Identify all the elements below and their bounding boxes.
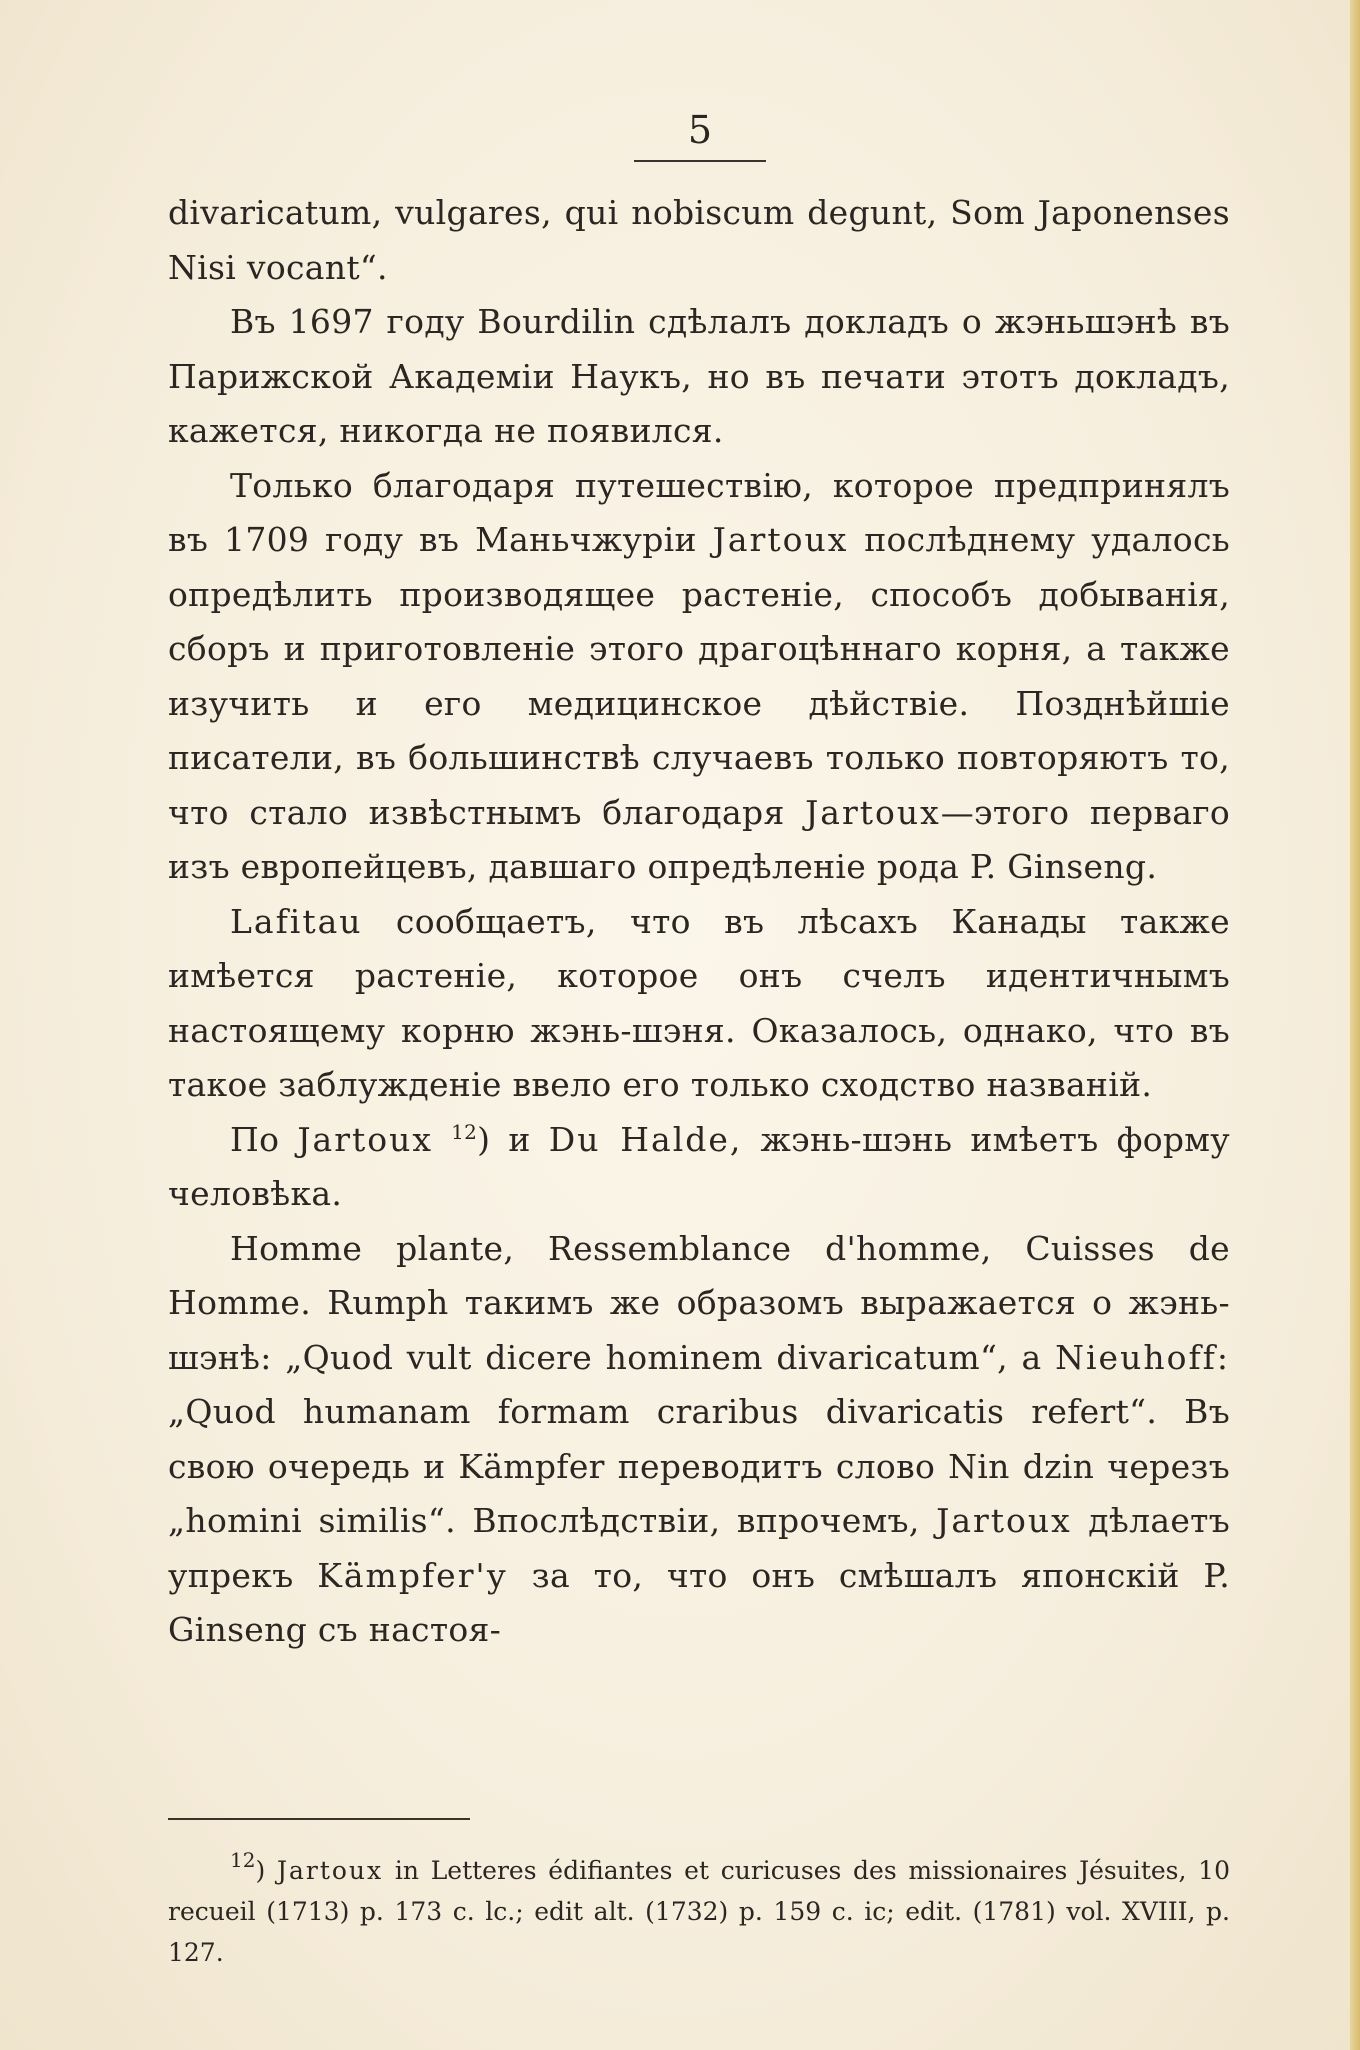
author-name-jartoux: Jartoux [712, 520, 849, 559]
author-name-du-halde: Du Halde, [548, 1119, 743, 1159]
author-name-jartoux: Jartoux [805, 792, 941, 832]
author-name-jartoux: Jartoux [297, 1119, 433, 1159]
paragraph-3 [168, 459, 1230, 895]
paragraph-5-text-2: и [508, 1119, 531, 1159]
footnote-reference: 12 [451, 1119, 478, 1144]
paragraph-2: Въ 1697 году Bourdilin сдѣлалъ докладъ о жэньшэнѣ въ Парижской Академіи Наукъ, но въ печати этотъ докладъ, кажется, никогда не появился. [168, 302, 1230, 450]
paragraph-5 [168, 1113, 1230, 1222]
author-name-lafitau: Lafitau [230, 901, 363, 941]
paragraph-5-text-3: жэнь-шэнь имѣетъ форму человѣка. [168, 1119, 1230, 1213]
author-name-nieuhoff: Nieuhoff: [1055, 1337, 1230, 1377]
page-number: 5 [687, 108, 713, 152]
paragraph-1: divaricatum, vulgares, qui nobiscum degunt, Som Japonenses Nisi vocant“. [168, 193, 1230, 287]
footnote-rule [168, 1818, 470, 1820]
paragraph-6-text-3: дѣлаетъ упрекъ [168, 1501, 1231, 1595]
paragraph-3-text-3: —этого перваго изъ европейцевъ, давшаго опредѣленіе рода P. Ginseng. [168, 792, 1230, 886]
body-text [168, 186, 1230, 1658]
paragraph-6-text-2: „Quod humanam formam craribus divaricatis refert“. Въ свою очередь и Kämpfer переводитъ слово Nin dzin черезъ „homini similis“. Впослѣдствіи, впрочемъ, [168, 1392, 1230, 1540]
footnote-marker-bracket: ) [255, 1856, 266, 1885]
footnote-text: in Letteres édifiantes et curicuses des missionaires Jésuites, 10 recueil (1713) p. 173 c. lc.; edit alt. (1732) p. 159 c. ic; edit. (1781) vol. XVIII, p. 127. [168, 1856, 1230, 1967]
author-name-kampfer: Kämpfer'у [317, 1555, 508, 1595]
footnote-marker: 12 [230, 1848, 256, 1872]
paragraph-6 [168, 1222, 1230, 1658]
paragraph-6-text-1: Homme plante, Ressemblance d'homme, Cuisses de Homme. Rumph такимъ же образомъ выражается о жэнь-шэнѣ: „Quod vult dicere hominem divaricatum“, а [168, 1228, 1230, 1377]
paragraph-4 [168, 895, 1230, 1113]
paragraph-5-text-1: По [230, 1119, 280, 1159]
page-edge [1350, 0, 1360, 2050]
footnote-reference-bracket: ) [477, 1119, 491, 1159]
page-number-rule [634, 160, 766, 162]
paragraph-4-text: сообщаетъ, что въ лѣсахъ Канады также имѣется растеніе, которое онъ счелъ идентичнымъ настоящему корню жэнь-шэня. Оказалось, однако, что въ такое заблужденіе ввело его только сходство названій. [168, 901, 1231, 1104]
paragraph-3-text-1: Только благодаря путешествію, которое предпринялъ въ 1709 году въ Маньчжуріи [168, 465, 1230, 559]
paragraph-6-text-4: за то, что онъ смѣшалъ японскій P. Ginseng съ настоя- [168, 1555, 1230, 1649]
author-name-jartoux: Jartoux [936, 1501, 1072, 1540]
footnote-author-jartoux: Jartoux [276, 1856, 384, 1885]
footnote [168, 1850, 1230, 1973]
paragraph-3-text-2: послѣднему удалось опредѣлить производящее растеніе, способъ добыванія, сборъ и приготовленіе этого драгоцѣннаго корня, а также изучить и его медицинское дѣйствіе. Позднѣйшіе писатели, въ большинствѣ случаевъ только повторяютъ то, что стало извѣстнымъ благодаря [168, 520, 1230, 832]
